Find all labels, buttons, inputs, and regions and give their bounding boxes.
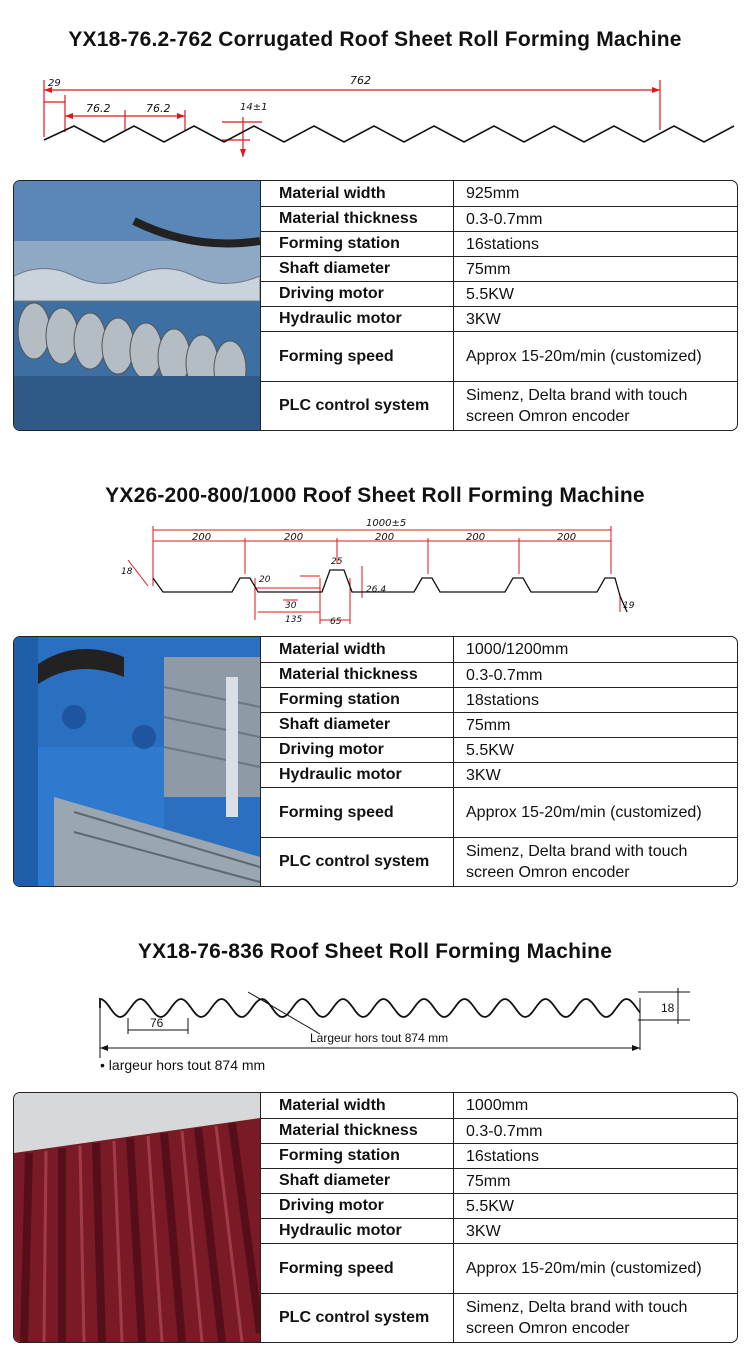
spec-value: 0.3-0.7mm: [466, 210, 543, 228]
spec-value: 75mm: [466, 260, 511, 278]
dim-span-label: 200: [466, 532, 486, 543]
spec-key: Material width: [260, 181, 454, 206]
spec-value: 0.3-0.7mm: [466, 1122, 543, 1140]
spec-value: Simenz, Delta brand with touch screen Omron encoder: [466, 843, 688, 881]
dim-19-label: 19: [623, 601, 635, 611]
spec-value: Approx 15-20m/min (customized): [466, 1260, 702, 1277]
spec-value: 5.5KW: [466, 285, 515, 303]
spec-key: Hydraulic motor: [260, 763, 454, 787]
spec-value: 16stations: [466, 1147, 539, 1165]
machine-2-photo: [14, 637, 260, 886]
spec-value: 5.5KW: [466, 741, 515, 759]
spec-value: 16stations: [466, 235, 539, 253]
spec-value: Simenz, Delta brand with touch screen Omron encoder: [466, 1299, 688, 1337]
machine-3-spec-table: [260, 1093, 737, 1342]
spec-key: PLC control system: [260, 1294, 454, 1342]
dim-20-label: 20: [259, 575, 271, 585]
spec-key: Driving motor: [260, 738, 454, 762]
spec-value: Approx 15-20m/min (customized): [466, 348, 702, 365]
machine-1-title: YX18-76.2-762 Corrugated Roof Sheet Roll Forming Machine: [68, 28, 682, 51]
spec-value: 75mm: [466, 1172, 511, 1190]
spec-row: [260, 687, 737, 712]
spec-value: 3KW: [466, 766, 501, 784]
spec-row: [260, 1193, 737, 1218]
spec-key: Material thickness: [260, 207, 454, 231]
machine-2-title: YX26-200-800/1000 Roof Sheet Roll Forming Machine: [105, 484, 645, 507]
spec-key: Shaft diameter: [260, 1169, 454, 1193]
spec-value: 5.5KW: [466, 1197, 515, 1215]
spec-key: PLC control system: [260, 838, 454, 886]
spec-row: [260, 231, 737, 256]
spec-key: Material thickness: [260, 1119, 454, 1143]
spec-key: Hydraulic motor: [260, 307, 454, 331]
dim-span-label: 200: [192, 532, 212, 543]
spec-value: 75mm: [466, 716, 511, 734]
spec-row: [260, 1093, 737, 1118]
spec-row: [260, 637, 737, 662]
spec-key: Forming station: [260, 1144, 454, 1168]
spec-row: [260, 1143, 737, 1168]
spec-row: [260, 837, 737, 886]
dim-pitch2-label: 76.2: [146, 102, 171, 115]
machine-3-title: YX18-76-836 Roof Sheet Roll Forming Machine: [137, 940, 613, 963]
spec-key: Forming speed: [260, 788, 454, 837]
dim-edge-label: 29: [48, 78, 61, 89]
machine-3-spec-card: [13, 1092, 738, 1343]
spec-value: 3KW: [466, 1222, 501, 1240]
spec-value: 18stations: [466, 691, 539, 709]
spec-value: 1000/1200mm: [466, 641, 569, 658]
spec-row: [260, 737, 737, 762]
dim-65-label: 65: [330, 617, 342, 627]
machine-3-photo: [14, 1093, 260, 1342]
spec-value: Approx 15-20m/min (customized): [466, 804, 702, 821]
dim-pitch1-label: 76.2: [86, 102, 111, 115]
spec-row: [260, 787, 737, 837]
spec-row: [260, 662, 737, 687]
spec-key: Driving motor: [260, 1194, 454, 1218]
dim-span-label: 200: [284, 532, 304, 543]
spec-value: 925mm: [466, 185, 520, 202]
dim-span-label: 200: [557, 532, 577, 543]
spec-row: [260, 1243, 737, 1293]
dim-inner-label: Largeur hors tout 874 mm: [310, 1031, 449, 1045]
spec-row: [260, 712, 737, 737]
spec-key: Forming speed: [260, 332, 454, 381]
dim-total-label: 1000±5: [366, 518, 407, 529]
spec-key: PLC control system: [260, 382, 454, 430]
spec-row: [260, 1118, 737, 1143]
spec-key: Shaft diameter: [260, 257, 454, 281]
spec-row: [260, 1168, 737, 1193]
spec-value: 1000mm: [466, 1097, 529, 1114]
dim-pitch-label: 76: [150, 1016, 164, 1030]
spec-row: [260, 206, 737, 231]
dim-total-label: 762: [350, 74, 371, 87]
spec-key: Material width: [260, 637, 454, 662]
dim-18-label: 18: [121, 567, 133, 577]
spec-row: [260, 331, 737, 381]
spec-value: Simenz, Delta brand with touch screen Omron encoder: [466, 387, 688, 425]
spec-key: Forming speed: [260, 1244, 454, 1293]
dim-25-label: 25: [331, 557, 343, 567]
spec-value: 3KW: [466, 310, 501, 328]
spec-key: Forming station: [260, 688, 454, 712]
machine-2-profile-drawing: [0, 516, 750, 628]
machine-3-profile-drawing: [0, 978, 750, 1082]
machine-1-spec-table: [260, 181, 737, 430]
machine-1-spec-card: [13, 180, 738, 431]
dim-span-label: 200: [375, 532, 395, 543]
spec-key: Material thickness: [260, 663, 454, 687]
machine-1-photo: [14, 181, 260, 430]
dim-30-label: 30: [285, 601, 297, 611]
spec-row: [260, 306, 737, 331]
spec-row: [260, 381, 737, 430]
spec-key: Forming station: [260, 232, 454, 256]
spec-row: [260, 1293, 737, 1342]
dim-height-label: 18: [661, 1001, 675, 1015]
spec-row: [260, 181, 737, 206]
machine-2-spec-card: [13, 636, 738, 887]
spec-row: [260, 256, 737, 281]
spec-row: [260, 762, 737, 787]
spec-key: Driving motor: [260, 282, 454, 306]
spec-key: Material width: [260, 1093, 454, 1118]
dim-outer-label: • largeur hors tout 874 mm: [100, 1057, 266, 1073]
spec-row: [260, 281, 737, 306]
machine-1-profile-drawing: [0, 62, 750, 162]
spec-row: [260, 1218, 737, 1243]
machine-2-spec-table: [260, 637, 737, 886]
dim-26-label: 26.4: [366, 585, 387, 595]
spec-key: Shaft diameter: [260, 713, 454, 737]
spec-key: Hydraulic motor: [260, 1219, 454, 1243]
dim-height-label: 14±1: [240, 102, 268, 113]
spec-value: 0.3-0.7mm: [466, 666, 543, 684]
dim-135-label: 135: [285, 615, 303, 625]
